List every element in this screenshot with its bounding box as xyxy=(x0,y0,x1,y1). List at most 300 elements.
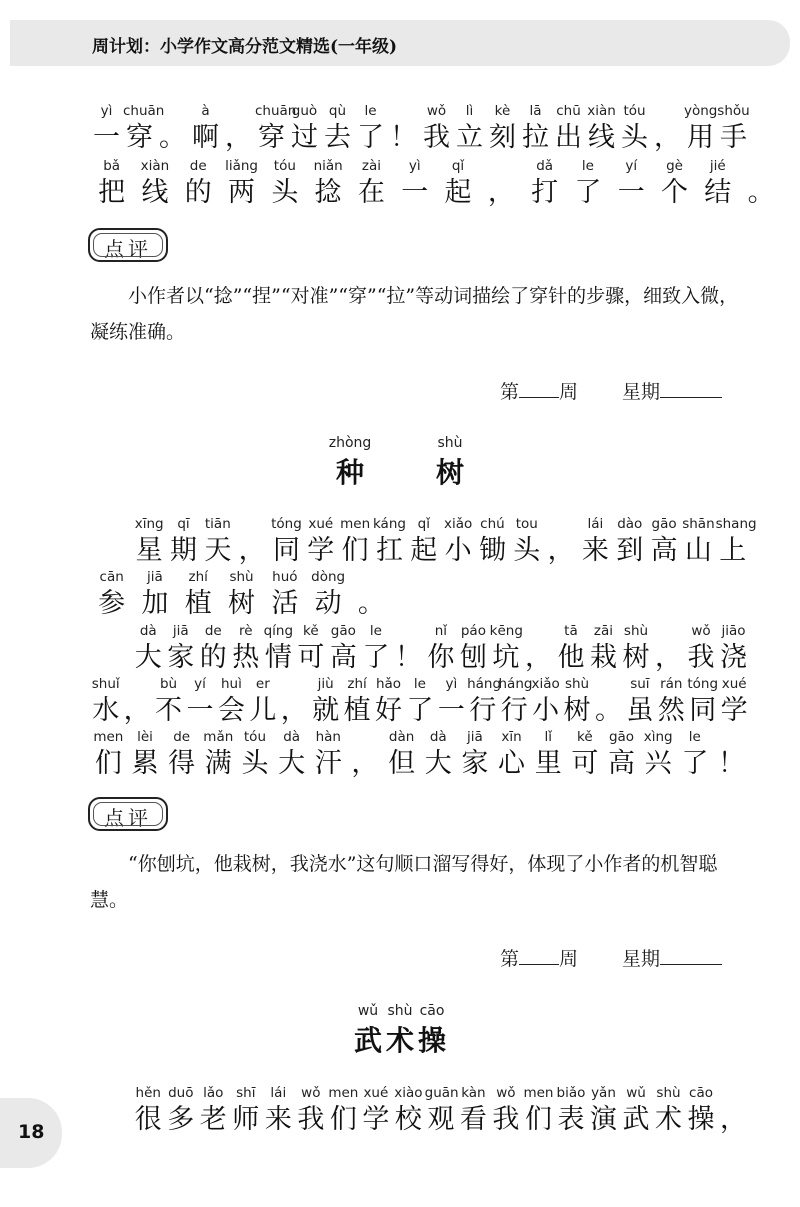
hanzi: 线 xyxy=(141,177,169,208)
pinyin: páo xyxy=(460,623,486,639)
pinyin: kēng xyxy=(489,623,523,639)
hanzi: 树 xyxy=(563,695,591,726)
text-line xyxy=(90,726,750,784)
hanzi: 扛 xyxy=(375,535,403,566)
pinyin: dòng xyxy=(311,569,346,585)
syllable xyxy=(486,100,519,154)
pinyin xyxy=(651,100,684,122)
syllable xyxy=(717,1082,750,1136)
pinyin xyxy=(544,513,578,535)
hanzi: 行 xyxy=(469,695,497,726)
syllable xyxy=(310,673,341,727)
pinyin: gāo xyxy=(651,516,677,532)
pinyin: shang xyxy=(715,516,757,532)
syllable xyxy=(220,155,263,209)
hanzi: 了 xyxy=(357,122,384,153)
pinyin: hǎo xyxy=(375,676,402,692)
week-blank xyxy=(519,963,559,965)
pinyin: jiā xyxy=(147,569,163,585)
hanzi: 表 xyxy=(557,1104,585,1135)
pinyin: káng xyxy=(372,516,406,532)
syllable xyxy=(132,620,165,674)
syllable xyxy=(685,620,718,674)
hanzi: ！ xyxy=(717,748,745,779)
hanzi: 一 xyxy=(93,122,120,153)
hanzi: 上 xyxy=(719,535,747,566)
syllable xyxy=(425,620,458,674)
hanzi: 演 xyxy=(589,1104,617,1135)
pinyin: rán xyxy=(660,676,683,692)
text-line xyxy=(132,620,750,678)
hanzi: 虽 xyxy=(626,695,654,726)
pinyin xyxy=(156,100,189,122)
hanzi: 打 xyxy=(531,177,559,208)
pinyin: jiā xyxy=(467,729,483,745)
hanzi: 看 xyxy=(459,1104,487,1135)
hanzi: 山 xyxy=(684,535,712,566)
hanzi: 穿 xyxy=(126,122,153,153)
pinyin: wǒ xyxy=(691,623,711,639)
pinyin: tóu xyxy=(273,158,296,174)
syllable xyxy=(255,100,297,154)
syllable xyxy=(90,726,127,780)
pinyin: shī xyxy=(236,1085,256,1101)
hanzi: 了 xyxy=(362,642,390,673)
hanzi: 刻 xyxy=(489,122,516,153)
hanzi: 来 xyxy=(581,535,609,566)
syllable xyxy=(262,620,295,674)
hanzi: 出 xyxy=(555,122,582,153)
syllable xyxy=(717,100,750,154)
pinyin: dàn xyxy=(388,729,415,745)
pinyin: lǎo xyxy=(203,1085,224,1101)
syllable xyxy=(201,513,235,567)
syllable xyxy=(530,726,567,780)
hanzi: ！ xyxy=(390,122,417,153)
syllable xyxy=(620,1082,653,1136)
syllable xyxy=(383,726,420,780)
pinyin: zāi xyxy=(593,623,614,639)
pinyin: lǐ xyxy=(544,729,552,745)
syllable xyxy=(222,100,255,154)
syllable xyxy=(555,1082,588,1136)
syllable xyxy=(279,673,310,727)
hanzi: 头 xyxy=(241,748,269,779)
pinyin: kàn xyxy=(461,1085,486,1101)
hanzi: 然 xyxy=(657,695,685,726)
syllable xyxy=(603,726,640,780)
hanzi: ， xyxy=(238,535,266,566)
syllable xyxy=(685,1082,718,1136)
pinyin xyxy=(222,100,255,122)
pinyin: zhí xyxy=(188,569,208,585)
hanzi: 好 xyxy=(375,695,402,726)
syllable xyxy=(677,726,714,780)
hanzi: 校 xyxy=(394,1104,422,1135)
syllable xyxy=(681,513,715,567)
pinyin xyxy=(480,155,523,177)
pinyin: tóu xyxy=(243,729,266,745)
syllable xyxy=(372,513,406,567)
pinyin: de xyxy=(189,158,207,174)
hanzi: 大 xyxy=(278,748,306,779)
hanzi: ， xyxy=(351,748,379,779)
syllable xyxy=(480,155,523,209)
syllable xyxy=(647,513,681,567)
hanzi: 大 xyxy=(424,748,452,779)
pinyin: le xyxy=(364,103,377,119)
hanzi: 大 xyxy=(134,642,162,673)
pinyin: gāo xyxy=(330,623,356,639)
book-title: 周计划：小学作文高分范文精选(一年级) xyxy=(92,37,398,57)
pinyin xyxy=(717,1082,750,1104)
hanzi: ， xyxy=(123,695,151,726)
pinyin: bǎ xyxy=(103,158,121,174)
hanzi: 我 xyxy=(423,122,450,153)
syllable xyxy=(651,100,684,154)
syllable xyxy=(90,100,123,154)
syllable xyxy=(684,100,717,154)
syllable xyxy=(587,1082,620,1136)
pinyin: nǐ xyxy=(434,623,448,639)
pinyin: háng xyxy=(498,676,533,692)
pinyin: jiāo xyxy=(721,623,746,639)
hanzi: 操 xyxy=(687,1104,715,1135)
syllable xyxy=(347,726,384,780)
hanzi: ， xyxy=(524,642,552,673)
syllable xyxy=(457,620,490,674)
syllable xyxy=(121,673,152,727)
syllable xyxy=(687,673,718,727)
pinyin xyxy=(713,726,750,748)
syllable xyxy=(578,513,612,567)
hanzi: 星 xyxy=(135,535,163,566)
pinyin xyxy=(392,620,425,642)
comment-text: 小作者以“捻”“捏”“对准”“穿”“拉”等动词描绘了穿针的步骤，细致入微，凝练准确。 xyxy=(90,285,739,343)
pinyin: de xyxy=(173,729,191,745)
pinyin: men xyxy=(523,1085,554,1101)
hanzi: 你 xyxy=(427,642,455,673)
hanzi: 术 xyxy=(655,1104,682,1135)
pinyin xyxy=(387,100,420,122)
pinyin xyxy=(593,673,624,695)
hanzi: 们 xyxy=(94,748,122,779)
syllable xyxy=(498,673,533,727)
hanzi: 水 xyxy=(92,695,120,726)
hanzi: 累 xyxy=(131,748,159,779)
hanzi: 一 xyxy=(437,695,465,726)
hanzi: 就 xyxy=(312,695,340,726)
pinyin: shù xyxy=(229,569,254,585)
hanzi: 坑 xyxy=(492,642,520,673)
hanzi: 天 xyxy=(204,535,232,566)
hanzi: 在 xyxy=(357,177,385,208)
hanzi: 动 xyxy=(314,588,342,619)
pinyin: le xyxy=(369,623,382,639)
pinyin: yì xyxy=(100,103,113,119)
syllable xyxy=(263,566,306,620)
pinyin: guān xyxy=(424,1085,459,1101)
hanzi: 学 xyxy=(362,1104,390,1135)
hanzi: 一 xyxy=(617,177,645,208)
syllable xyxy=(123,100,165,154)
pinyin: xiǎo xyxy=(531,676,560,692)
syllable xyxy=(295,620,328,674)
hanzi: 了 xyxy=(681,748,709,779)
syllable xyxy=(523,155,566,209)
syllable xyxy=(165,620,198,674)
hanzi: 满 xyxy=(204,748,232,779)
pinyin: xiàn xyxy=(587,103,616,119)
pinyin: xué xyxy=(363,1085,389,1101)
pinyin: yòng xyxy=(684,103,718,119)
syllable xyxy=(90,673,121,727)
syllable xyxy=(613,513,647,567)
pinyin: qǐ xyxy=(417,516,430,532)
hanzi: 手 xyxy=(720,122,747,153)
syllable xyxy=(656,673,687,727)
pinyin: xiǎo xyxy=(443,516,473,532)
syllable xyxy=(522,620,555,674)
pinyin xyxy=(652,620,685,642)
pinyin: zài xyxy=(361,158,381,174)
syllable xyxy=(189,100,222,154)
pinyin: tou xyxy=(515,516,538,532)
syllable xyxy=(544,513,578,567)
hanzi: 很 xyxy=(134,1104,162,1135)
essay-title: wǔ 武 shù 术 cāo 操 xyxy=(353,1003,446,1057)
pinyin: wǒ xyxy=(301,1085,321,1101)
week-day-field: 第 周 星期 xyxy=(500,944,722,971)
hanzi: 武 xyxy=(622,1104,650,1135)
essay-title: zhòng 种 shù 树 xyxy=(328,435,464,489)
pinyin: yǎn xyxy=(591,1085,616,1101)
syllable xyxy=(530,673,561,727)
pinyin: à xyxy=(201,103,210,119)
hanzi: 起 xyxy=(410,535,438,566)
hanzi: 我 xyxy=(297,1104,325,1135)
pinyin: xué xyxy=(308,516,334,532)
pinyin: xiào xyxy=(394,1085,423,1101)
syllable xyxy=(90,566,133,620)
hanzi: 里 xyxy=(534,748,562,779)
syllable xyxy=(304,513,338,567)
pinyin xyxy=(739,155,782,177)
pinyin: kě xyxy=(577,729,593,745)
pinyin: kè xyxy=(494,103,511,119)
pinyin: huó xyxy=(272,569,298,585)
hanzi: 捻 xyxy=(314,177,342,208)
hanzi: 的 xyxy=(199,642,227,673)
hanzi: 头 xyxy=(621,122,648,153)
syllable xyxy=(132,1082,165,1136)
syllable xyxy=(457,726,494,780)
pinyin xyxy=(347,726,384,748)
syllable xyxy=(327,1082,360,1136)
hanzi: 师 xyxy=(232,1104,260,1135)
syllable xyxy=(306,566,349,620)
pinyin: yí xyxy=(625,158,638,174)
hanzi: 浇 xyxy=(720,642,748,673)
pinyin: dào xyxy=(617,516,643,532)
pinyin: gāo xyxy=(608,729,635,745)
hanzi: 线 xyxy=(588,122,615,153)
pinyin: lèi xyxy=(137,729,153,745)
hanzi: 。 xyxy=(594,695,622,726)
pinyin: xìng xyxy=(643,729,673,745)
pinyin: huì xyxy=(220,676,242,692)
pinyin: shǒu xyxy=(717,103,750,119)
syllable xyxy=(306,155,349,209)
pinyin: dà xyxy=(429,729,447,745)
hanzi: 同 xyxy=(272,535,300,566)
pinyin: qǐ xyxy=(451,158,465,174)
syllable xyxy=(235,513,269,567)
syllable xyxy=(177,155,220,209)
text-line xyxy=(90,155,783,213)
pinyin: xīn xyxy=(501,729,522,745)
hanzi: 我 xyxy=(492,1104,520,1135)
syllable xyxy=(288,100,321,154)
syllable xyxy=(561,673,592,727)
hanzi: 我 xyxy=(687,642,715,673)
hanzi: 两 xyxy=(228,177,256,208)
hanzi: 儿 xyxy=(249,695,277,726)
hanzi: 树 xyxy=(622,642,650,673)
syllable xyxy=(200,726,237,780)
pinyin: kě xyxy=(303,623,319,639)
hanzi: 植 xyxy=(343,695,371,726)
syllable xyxy=(393,155,436,209)
hanzi: 得 xyxy=(168,748,196,779)
hanzi: 栽 xyxy=(589,642,617,673)
hanzi: 穿 xyxy=(258,122,285,153)
hanzi: ， xyxy=(547,535,575,566)
hanzi: 家 xyxy=(167,642,195,673)
syllable xyxy=(425,1082,458,1136)
syllable xyxy=(165,1082,198,1136)
syllable xyxy=(713,726,750,780)
hanzi: 但 xyxy=(388,748,416,779)
hanzi: 同 xyxy=(689,695,717,726)
syllable xyxy=(739,155,782,209)
syllable xyxy=(475,513,509,567)
comment-badge: 点评 xyxy=(88,797,168,831)
hanzi: 观 xyxy=(427,1104,455,1135)
hanzi: 刨 xyxy=(459,642,487,673)
text-line xyxy=(90,100,750,158)
pinyin: guò xyxy=(291,103,318,119)
syllable xyxy=(457,1082,490,1136)
day-blank xyxy=(660,396,722,398)
day-blank xyxy=(660,963,722,965)
syllable xyxy=(392,620,425,674)
syllable xyxy=(166,513,200,567)
hanzi: 学 xyxy=(307,535,335,566)
hanzi: 起 xyxy=(444,177,472,208)
pinyin: dà xyxy=(139,623,157,639)
hanzi: 多 xyxy=(167,1104,195,1135)
pinyin: háng xyxy=(467,676,502,692)
pinyin: chú xyxy=(480,516,505,532)
syllable xyxy=(177,566,220,620)
syllable xyxy=(490,620,523,674)
syllable xyxy=(522,1082,555,1136)
hanzi: ， xyxy=(487,177,515,208)
text-line xyxy=(132,513,757,571)
pinyin: niǎn xyxy=(313,158,343,174)
syllable xyxy=(610,155,653,209)
syllable xyxy=(519,100,552,154)
hanzi: 啊 xyxy=(192,122,219,153)
hanzi: ， xyxy=(655,642,682,673)
hanzi: 他 xyxy=(557,642,585,673)
hanzi: 热 xyxy=(232,642,260,673)
pinyin: zhí xyxy=(347,676,367,692)
hanzi: 。 xyxy=(357,588,385,619)
pinyin: tóng xyxy=(271,516,302,532)
syllable xyxy=(555,620,588,674)
hanzi: 锄 xyxy=(478,535,506,566)
syllable xyxy=(453,100,486,154)
syllable xyxy=(717,620,750,674)
hanzi: 一 xyxy=(186,695,214,726)
pinyin: yí xyxy=(194,676,206,692)
pinyin: le xyxy=(413,676,426,692)
syllable xyxy=(360,620,393,674)
pinyin: biǎo xyxy=(556,1085,586,1101)
syllable xyxy=(197,620,230,674)
pinyin: lái xyxy=(270,1085,287,1101)
hanzi: 们 xyxy=(524,1104,552,1135)
pinyin: tóu xyxy=(623,103,646,119)
syllable xyxy=(327,620,360,674)
syllable xyxy=(360,1082,393,1136)
syllable xyxy=(163,726,200,780)
syllable xyxy=(436,155,479,209)
syllable xyxy=(436,673,467,727)
pinyin: qī xyxy=(177,516,190,532)
pinyin xyxy=(522,620,555,642)
hanzi: 情 xyxy=(264,642,292,673)
hanzi: 可 xyxy=(571,748,599,779)
pinyin: xiàn xyxy=(140,158,170,174)
hanzi: 结 xyxy=(704,177,732,208)
syllable xyxy=(640,726,677,780)
hanzi: 汗 xyxy=(314,748,342,779)
syllable xyxy=(392,1082,425,1136)
pinyin: tiān xyxy=(204,516,231,532)
syllable xyxy=(184,673,215,727)
syllable xyxy=(467,673,502,727)
hanzi: 拉 xyxy=(522,122,549,153)
hanzi: 心 xyxy=(498,748,526,779)
syllable xyxy=(718,673,749,727)
syllable xyxy=(127,726,164,780)
text-line xyxy=(132,1082,750,1140)
syllable xyxy=(404,673,435,727)
hanzi: 学 xyxy=(720,695,748,726)
syllable xyxy=(652,1082,685,1136)
syllable xyxy=(341,673,372,727)
hanzi: 来 xyxy=(264,1104,292,1135)
syllable xyxy=(420,726,457,780)
hanzi: 把 xyxy=(98,177,126,208)
hanzi: 头 xyxy=(271,177,299,208)
hanzi: 活 xyxy=(271,588,299,619)
hanzi: 们 xyxy=(329,1104,357,1135)
pinyin: qíng xyxy=(263,623,294,639)
